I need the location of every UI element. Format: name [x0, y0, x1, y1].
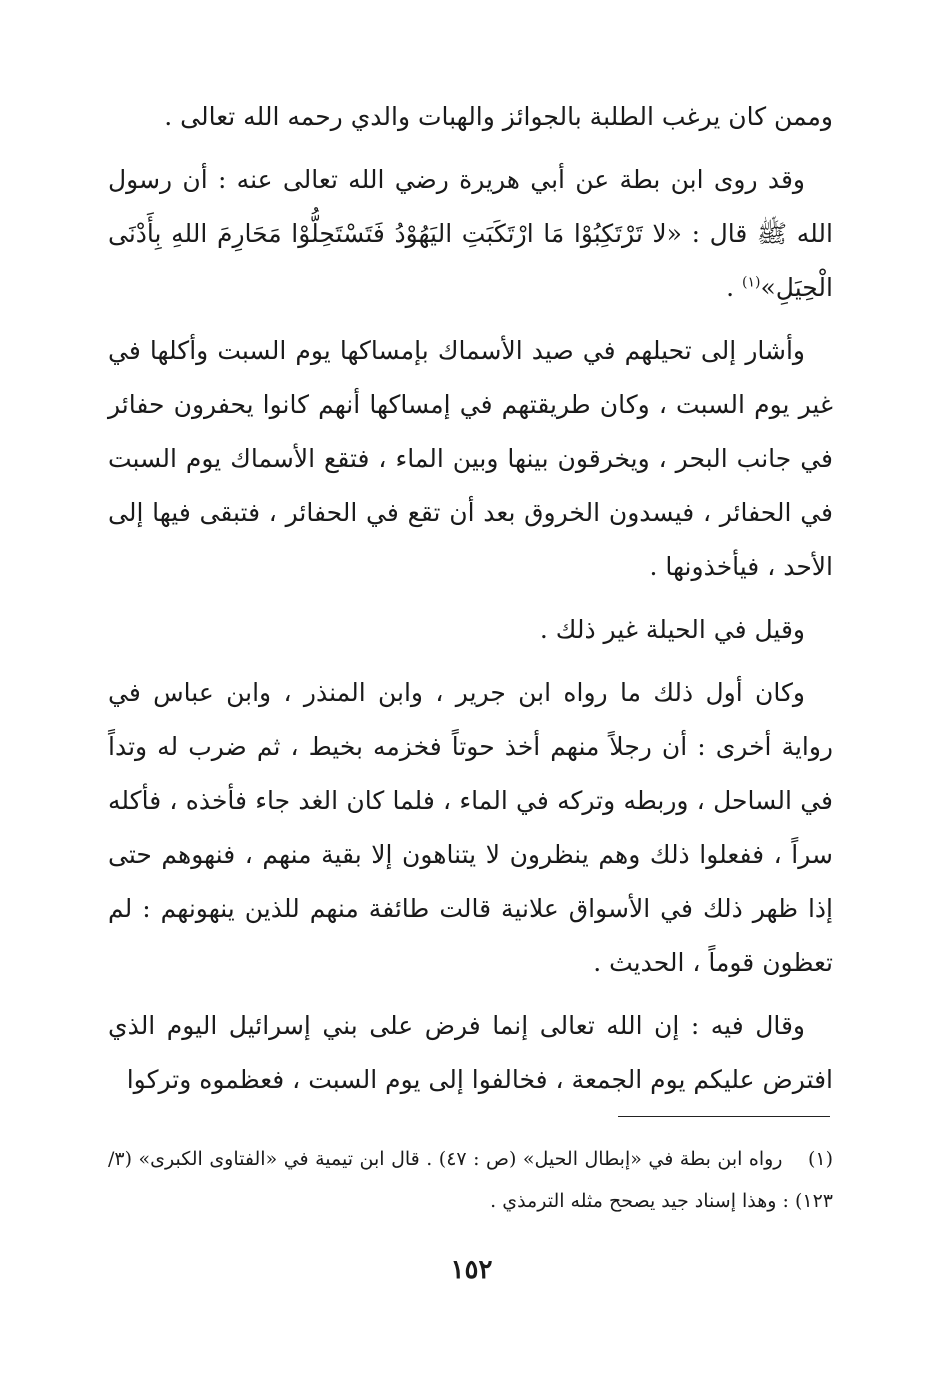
page-number: ١٥٢ — [450, 1255, 493, 1285]
paragraph-5: وكان أول ذلك ما رواه ابن جرير ، وابن المنذر ، وابن عباس في رواية أخرى : أن رجلاً منهم أخذ حوتاً فخزمه بخيط ، ثم ضرب له وتداً في الساحل ، وربطه وتركه في الماء ، فلما كان الغد جاء فأخذه ، فأكله سراً ، ففعلوا ذلك وهم ينظرون لا يتناهون إلا بقية منهم ، فنهوهم حتى إذا ظهر ذلك في الأسواق علانية قالت طائفة منهم للذين ينهونهم : لم تعظون قوماً ، الحديث . — [108, 678, 833, 977]
paragraph-2: وقد روى ابن بطة عن أبي هريرة رضي الله تعالى عنه : أن رسول الله ﷺ قال : «لا تَرْتَكِبُوْا مَا ارْتَكَبَتِ اليَهُوْدُ فَتَسْتَحِلُّوْا مَحَارِمَ اللهِ بِأَدْنَى الْحِيَلِ»$^{(١)}$ . — [108, 165, 833, 302]
main-text — [108, 90, 833, 1116]
paragraph-6: وقال فيه : إن الله تعالى إنما فرض على بني إسرائيل اليوم الذي افترض عليكم يوم الجمعة ، فخالفوا إلى يوم السبت ، فعظموه وتركوا — [108, 1011, 833, 1094]
paragraph-3: وأشار إلى تحيلهم في صيد الأسماك بإمساكها يوم السبت وأكلها في غير يوم السبت ، وكان طريقتهم في إمساكها أنهم كانوا يحفرون حفائر في جانب البحر ، ويخرقون بينها وبين الماء ، فتقع الأسماك يوم السبت في الحفائر ، فيسدون الخروق بعد أن تقع في الحفائر ، فتبقى فيها إلى الأحد ، فيأخذونها . — [108, 336, 833, 581]
footnote-divider — [618, 1116, 830, 1117]
footnote-number: (١) — [807, 1148, 833, 1170]
footnote-text: رواه ابن بطة في «إبطال الحيل» (ص : ٤٧) . قال ابن تيمية في «الفتاوى الكبرى» (٣/ ١٢٣) : وهذا إسناد جيد يصحح مثله الترمذي . — [108, 1148, 833, 1212]
footnote-marker: (١) — [742, 274, 761, 291]
footnote — [108, 1138, 833, 1222]
paragraph-4: وقيل في الحيلة غير ذلك . — [539, 615, 805, 644]
paragraph-2-intro: وقد روى ابن بطة عن أبي هريرة رضي الله تعالى عنه : أن رسول الله ﷺ قال : — [108, 165, 833, 248]
hadith-quote: «لا تَرْتَكِبُوْا مَا ارْتَكَبَتِ اليَهُوْدُ فَتَسْتَحِلُّوْا مَحَارِمَ اللهِ بِأَدْنَى الْحِيَلِ» — [108, 219, 833, 302]
paragraph-1: وممن كان يرغب الطلبة بالجوائز والهبات والدي رحمه الله تعالى . — [164, 102, 833, 131]
